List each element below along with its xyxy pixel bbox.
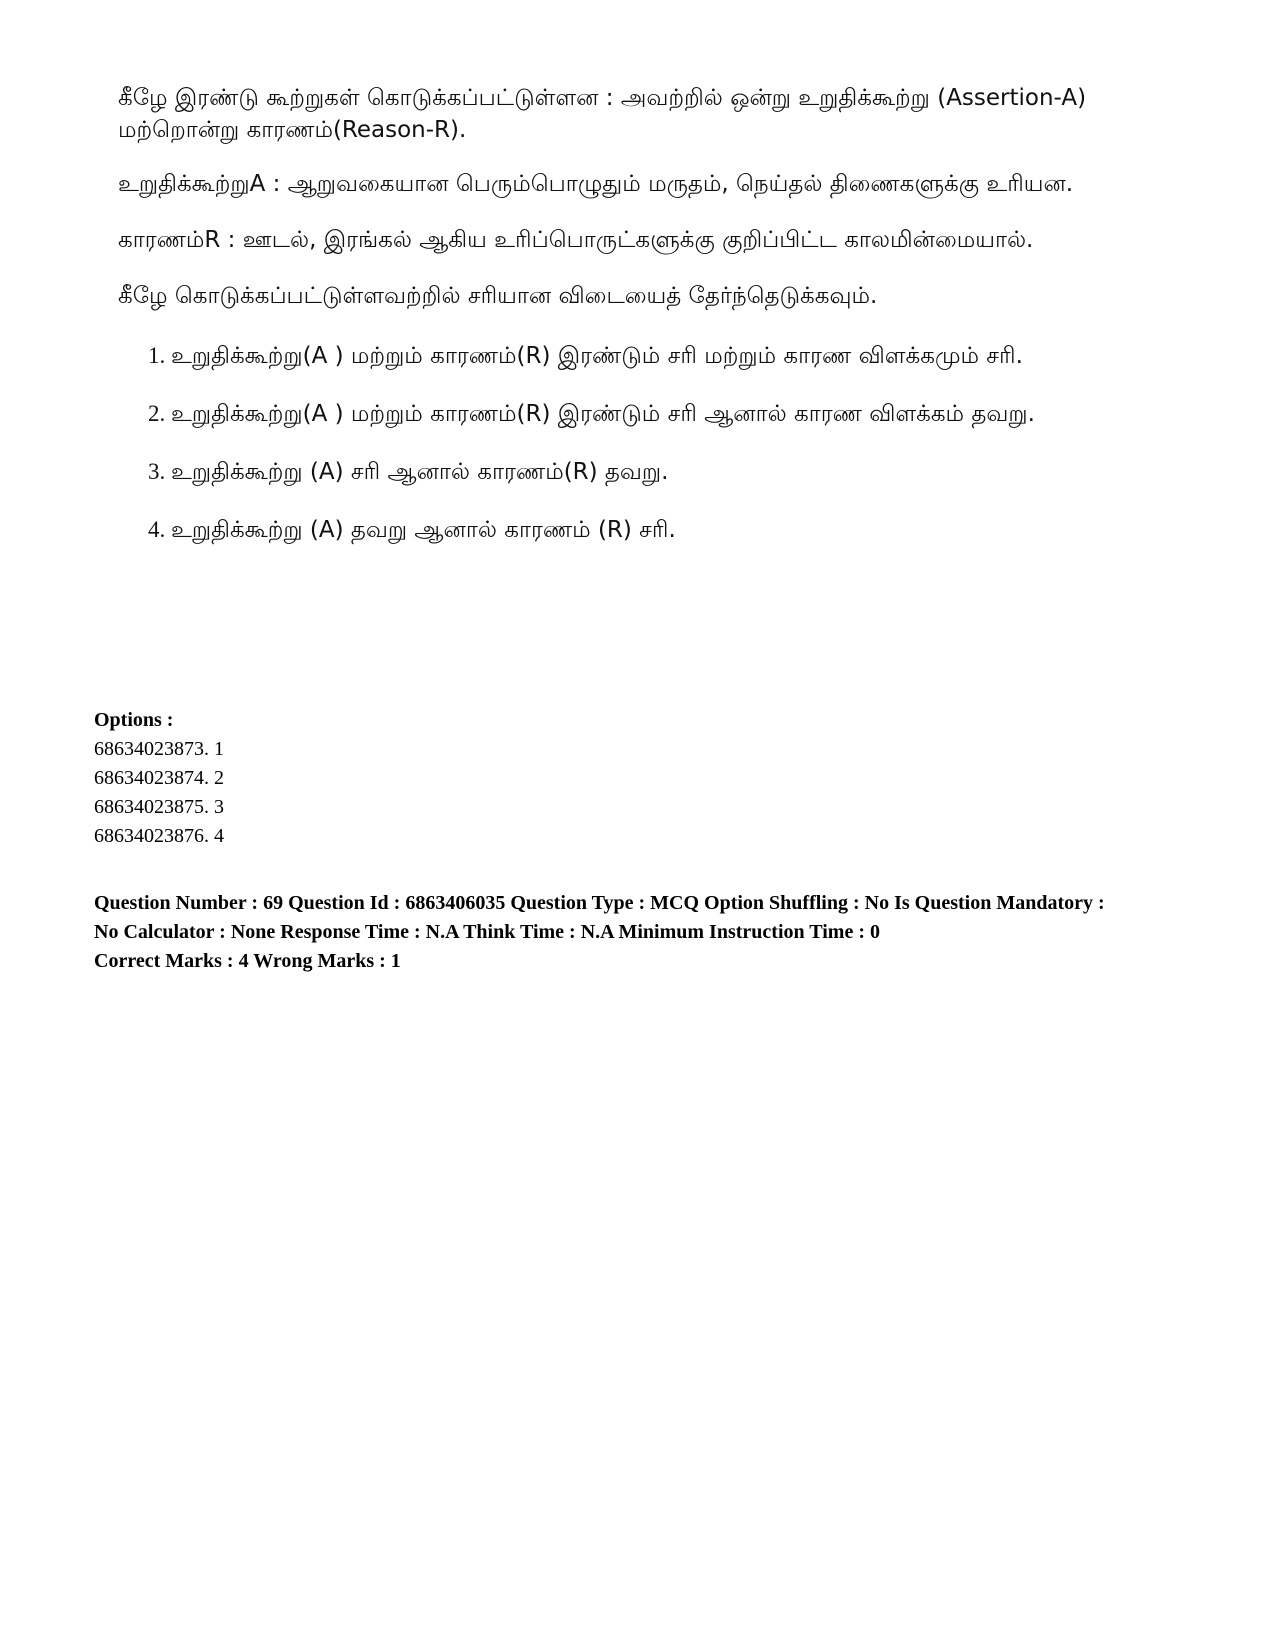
choice-text: உறுதிக்கூற்று(A ) மற்றும் காரணம்(R) இரண்டும் சரி ஆனால் காரண விளக்கம் தவறு. — [171, 401, 1035, 427]
option-id-item: 68634023874. 2 — [94, 767, 224, 789]
question-metadata — [94, 889, 1194, 976]
option-id-item: 68634023876. 4 — [94, 825, 224, 847]
choice-number: 3. — [148, 459, 166, 484]
question-metadata-line: Question Number : 69 Question Id : 6863406035 Question Type : MCQ Option Shuffling : No Is Question Mandatory : — [94, 892, 1105, 914]
answer-choice — [118, 398, 1198, 430]
option-id-item: 68634023875. 3 — [94, 796, 224, 818]
choice-text: உறுதிக்கூற்று (A) தவறு ஆனால் காரணம் (R) சரி. — [171, 517, 676, 543]
choice-text: உறுதிக்கூற்று(A ) மற்றும் காரணம்(R) இரண்டும் சரி மற்றும் காரண விளக்கமும் சரி. — [171, 343, 1023, 369]
question-metadata-line: No Calculator : None Response Time : N.A Think Time : N.A Minimum Instruction Time : 0 — [94, 921, 880, 943]
question-instruction: கீழே கொடுக்கப்பட்டுள்ளவற்றில் சரியான விடையைத் தேர்ந்தெடுக்கவும். — [118, 283, 878, 309]
options-heading: Options : — [94, 709, 174, 731]
answer-choice — [118, 456, 1198, 488]
choice-number: 4. — [148, 517, 166, 542]
assertion-statement: உறுதிக்கூற்றுA : ஆறுவகையான பெரும்பொழுதும் மருதம், நெய்தல் திணைகளுக்கு உரியன. — [118, 171, 1074, 197]
answer-choice — [118, 340, 1198, 372]
answer-choice-list — [118, 340, 1198, 546]
choice-number: 1. — [148, 343, 166, 368]
answer-choice — [118, 514, 1198, 546]
marks-line: Correct Marks : 4 Wrong Marks : 1 — [94, 950, 401, 972]
question-body — [118, 82, 1198, 572]
options-section — [94, 706, 1194, 851]
question-intro: கீழே இரண்டு கூற்றுகள் கொடுக்கப்பட்டுள்ளன : அவற்றில் ஒன்று உறுதிக்கூற்று (Assertion-A) மற்றொன்று காரணம்(Reason-R). — [118, 85, 1087, 143]
reason-statement: காரணம்R : ஊடல், இரங்கல் ஆகிய உரிப்பொருட்களுக்கு குறிப்பிட்ட காலமின்மையால். — [118, 227, 1034, 253]
choice-number: 2. — [148, 401, 166, 426]
option-id-item: 68634023873. 1 — [94, 738, 224, 760]
choice-text: உறுதிக்கூற்று (A) சரி ஆனால் காரணம்(R) தவறு. — [171, 459, 669, 485]
